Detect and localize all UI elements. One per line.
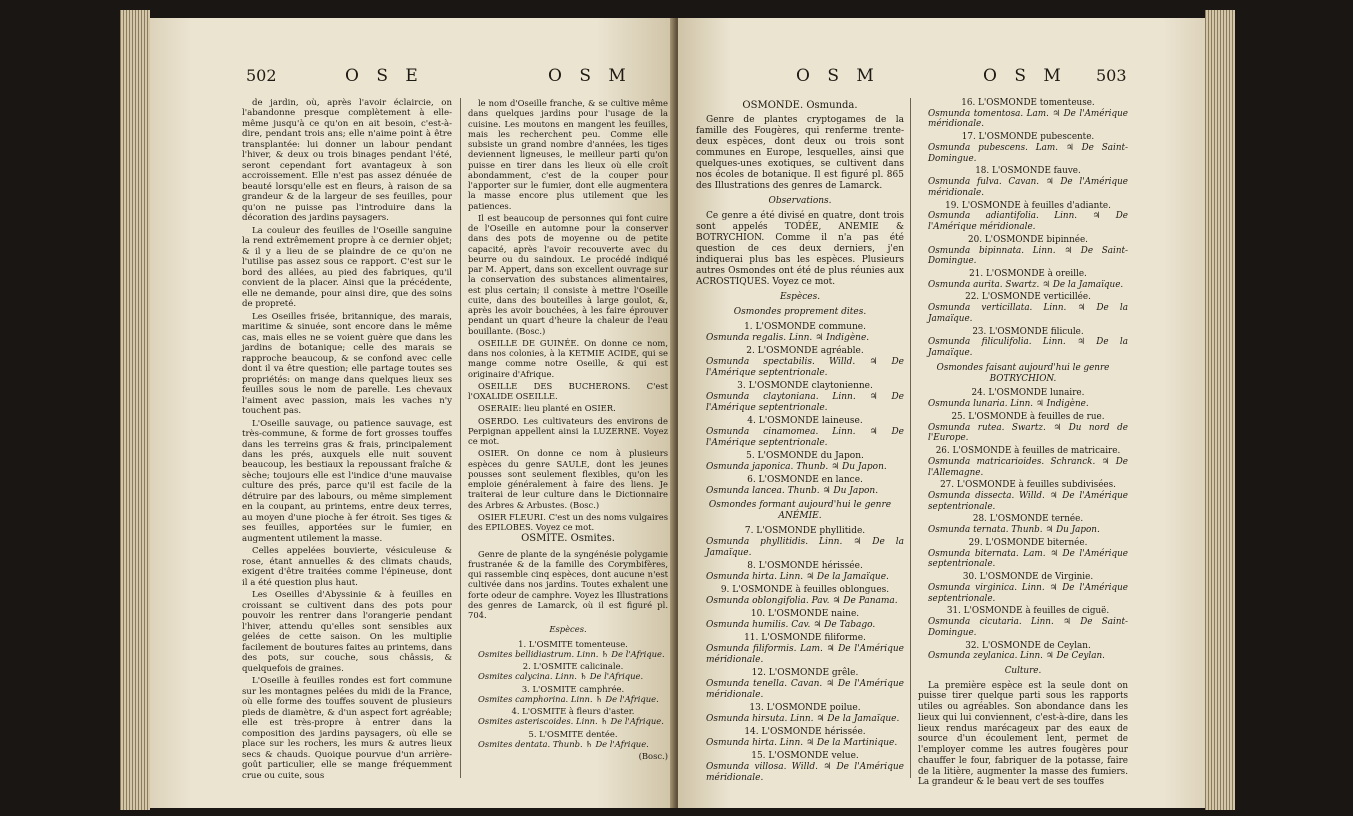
species-name: 16. L'OSMONDE tomenteuse.	[961, 98, 1095, 108]
species-entry	[468, 684, 668, 705]
species-entry	[918, 388, 1128, 409]
species-entry	[696, 475, 904, 497]
species-name: 17. L'OSMONDE pubescente.	[961, 132, 1095, 143]
species-entry	[918, 132, 1128, 164]
species-entry	[468, 639, 668, 660]
author-signature: (Bosc.)	[638, 751, 668, 761]
page-edges-right	[1205, 10, 1235, 810]
species-latin: Osmunda filiformis. Lam. ♃ De l'Amérique méridionale.	[706, 644, 904, 666]
species-name: 11. L'OSMONDE filiforme.	[744, 633, 866, 644]
species-entry	[696, 451, 904, 473]
paragraph: La couleur des feuilles de l'Oseille sanguine la rend extrêmement propre à ce dernier objet; & il y a lieu de se plaindre de ce qu'on ne l'utilise pas assez sous ce rapport. C'est sur le bord des allées, au pied des fabriques, qu'il convient de la placer. Ainsi que la précédente, elle ne demande, pour ainsi dire, que des soins de propreté.	[242, 225, 452, 310]
species-name: 26. L'OSMONDE à feuilles de matricaire.	[935, 446, 1121, 457]
species-latin: Osmunda aurita. Swartz. ♃ De la Jamaïque.	[928, 279, 1124, 290]
species-entry	[468, 729, 668, 750]
species-latin: Osmunda phyllitidis. Linn. ♃ De la Jamaïque.	[706, 537, 904, 559]
species-name: 3. L'OSMITE camphrée.	[521, 683, 625, 694]
section-heading: Observations.	[768, 195, 832, 206]
species-latin: Osmites camphorina. Linn. ♄ De l'Afrique.	[478, 693, 659, 704]
left-page	[150, 18, 675, 808]
species-latin: Osmunda hirta. Linn. ♃ De la Martinique.	[706, 738, 898, 749]
species-name: 8. L'OSMONDE hérissée.	[747, 561, 863, 572]
species-entry	[696, 668, 904, 701]
right-page	[678, 18, 1205, 808]
species-name: 31. L'OSMONDE à feuilles de ciguë.	[946, 606, 1110, 617]
species-name: 24. L'OSMONDE lunaire.	[971, 388, 1085, 399]
species-latin: Osmunda tomentosa. Lam. ♃ De l'Amérique méridionale.	[928, 108, 1128, 130]
entry-description: Genre de plantes cryptogames de la famille des Fougères, qui renferme trente-deux espèces, dont deux ou trois sont communes en Europe, lesquelles, ainsi que quelques-unes exotiques, se cultivent dans nos écoles de botanique. Il est figuré pl. 865 des Illustrations des genres de Lamarck.	[696, 114, 904, 191]
species-name: 29. L'OSMONDE biternée.	[968, 537, 1088, 548]
species-name: 21. L'OSMONDE à oreille.	[969, 269, 1087, 280]
species-latin: Osmunda claytoniana. Linn. ♃ De l'Amérique septentrionale.	[706, 391, 904, 413]
species-latin: Osmites asteriscoides. Linn. ♄ De l'Afrique.	[478, 716, 664, 727]
species-entry	[918, 572, 1128, 604]
species-name: 32. L'OSMONDE de Ceylan.	[965, 640, 1091, 651]
species-latin: Osmunda matricarioides. Schranck. ♃ De l'Allemagne.	[928, 456, 1128, 478]
species-entry	[918, 201, 1128, 233]
subsection-heading: Osmondes faisant aujourd'hui le genre BOTRYCHION.	[936, 362, 1110, 384]
subsection-heading: Osmondes proprement dites.	[733, 306, 867, 317]
species-name: 15. L'OSMONDE velue.	[751, 751, 859, 762]
species-name: 7. L'OSMONDE phyllitide.	[744, 526, 866, 537]
species-entry	[918, 641, 1128, 662]
species-latin: Osmunda tenella. Cavan. ♃ De l'Amérique méridionale.	[706, 679, 904, 701]
species-entry	[918, 327, 1128, 359]
species-entry	[696, 751, 904, 784]
species-name: 10. L'OSMONDE naine.	[750, 609, 860, 620]
species-latin: Osmunda virginica. Linn. ♃ De l'Amérique septentrionale.	[928, 582, 1128, 604]
culture-text: La première espèce est la seule dont on puisse tirer quelque parti sous les rapports utiles ou agréables. Son abondance dans les lieux qui lui conviennent, c'est-à-dire, dans les lieux rendus marécageux par des eaux de source d'un écoulement lent, permet de l'employer comme les autres fougères pour chauffer le four, fabriquer de la potasse, faire de la litière, augmenter la masse des fumiers. La grandeur & le beau vert de ses touffes	[918, 680, 1128, 788]
species-entry	[696, 416, 904, 449]
species-latin: Osmunda oblongifolia. Pav. ♃ De Panama.	[706, 596, 898, 607]
section-heading: Espèces.	[779, 291, 821, 302]
species-latin: Osmunda pubescens. Lam. ♃ De Saint-Domingue.	[928, 142, 1128, 164]
species-latin: Osmunda villosa. Willd. ♃ De l'Amérique méridionale.	[706, 762, 904, 784]
species-entry	[696, 526, 904, 559]
species-latin: Osmunda humilis. Cav. ♃ De Tabago.	[706, 620, 876, 631]
left-column-2	[468, 98, 668, 763]
entry-title: OSMITE. Osmites.	[521, 533, 615, 545]
species-latin: Osmunda bipinnata. Linn. ♃ De Saint-Domingue.	[928, 245, 1128, 267]
right-column-1	[696, 98, 904, 786]
species-entry	[918, 269, 1128, 290]
species-entry	[918, 98, 1128, 130]
species-latin: Osmites dentata. Thunb. ♄ De l'Afrique.	[478, 738, 649, 749]
running-head: O S M	[548, 66, 632, 86]
paragraph: Les Oseilles d'Abyssinie & à feuilles en croissant se cultivent dans des pots pour pouvoir les rentrer dans l'orangerie pendant l'hiver, attendu qu'elles sont sensibles aux gelées de cette saison. On les multiplie facilement de boutures faites au printems, dans des pots, sur couche, sous châssis, & quelquefois de graines.	[242, 590, 452, 674]
column-rule	[460, 98, 461, 778]
species-latin: Osmunda spectabilis. Willd. ♃ De l'Amérique septentrionale.	[706, 356, 904, 378]
species-entry	[918, 606, 1128, 638]
species-name: 6. L'OSMONDE en lance.	[747, 474, 863, 485]
paragraph: OSIER. On donne ce nom à plusieurs espèces du genre SAULE, dont les jeunes pousses sont seulement flexibles, qu'on les emploie généralement à faire des liens. Je traiterai de leur culture dans le Dictionnaire des Arbres & Arbustes. (Bosc.)	[468, 448, 668, 510]
species-entry	[696, 322, 904, 344]
species-name: 5. L'OSMITE dentée.	[528, 728, 618, 739]
species-latin: Osmunda zeylanica. Linn. ♃ De Ceylan.	[928, 651, 1105, 662]
species-name: 20. L'OSMONDE bipinnée.	[968, 234, 1088, 245]
paragraph: Celles appelées bouvierte, vésiculeuse & rose, étant annuelles & des climats chauds, exigent d'être traitées comme l'épineuse, dont il a été question plus haut.	[242, 546, 452, 588]
species-entry	[696, 381, 904, 414]
species-name: 9. L'OSMONDE à feuilles oblongues.	[720, 585, 890, 596]
running-head: O S E	[345, 66, 424, 86]
species-entry	[918, 514, 1128, 535]
species-name: 4. L'OSMONDE laineuse.	[747, 415, 863, 426]
running-head: O S M	[983, 66, 1067, 86]
species-name: 27. L'OSMONDE à feuilles subdivisées.	[940, 480, 1116, 491]
species-entry	[696, 346, 904, 379]
species-latin: Osmunda regalis. Linn. ♃ Indigène.	[706, 332, 870, 343]
section-heading: Espèces.	[549, 624, 587, 635]
species-latin: Osmites bellidiastrum. Linn. ♄ De l'Afrique.	[478, 648, 665, 659]
species-entry	[468, 661, 668, 682]
paragraph: OSERAIE: lieu planté en OSIER.	[478, 403, 616, 414]
species-name: 12. L'OSMONDE grêle.	[751, 668, 859, 679]
species-latin: Osmunda verticillata. Linn. ♃ De la Jamaïque.	[928, 303, 1128, 324]
species-entry	[918, 538, 1128, 570]
species-name: 18. L'OSMONDE fauve.	[975, 166, 1081, 177]
species-latin: Osmunda fulva. Cavan. ♃ De l'Amérique méridionale.	[928, 177, 1128, 198]
page-number: 503	[1096, 66, 1127, 85]
species-entry	[696, 633, 904, 666]
section-heading: Culture.	[1004, 665, 1042, 676]
species-latin: Osmunda lunaria. Linn. ♃ Indigène.	[928, 399, 1089, 410]
species-name: 4. L'OSMITE à fleurs d'aster.	[511, 706, 635, 716]
species-entry	[918, 412, 1128, 444]
species-name: 23. L'OSMONDE filicule.	[972, 326, 1084, 337]
species-latin: Osmunda cinamomea. Linn. ♃ De l'Amérique septentrionale.	[706, 426, 904, 448]
species-latin: Osmunda dissecta. Willd. ♃ De l'Amérique septentrionale.	[928, 490, 1128, 512]
species-name: 14. L'OSMONDE hérissée.	[744, 727, 866, 738]
paragraph: L'Oseille sauvage, ou patience sauvage, est très-commune, & forme de fort grosses touffes dans les terreins gras & frais, principalement dans les prés, auxquels elle nuit souvent beaucoup, les bestiaux la repoussant fraîche & sèche; toujours elle est l'indice d'une mauvaise culture des prés, parce qu'il est facile de la détruire par des labours, ou même simplement en la coupant, au printems, entre deux terres, au moyen d'une pioche à fer étroit. Ses tiges & ses feuilles, apportées sur le fumier, en augmentent utilement la masse.	[242, 418, 452, 544]
right-column-2	[918, 98, 1128, 790]
entry-description: Genre de plante de la syngénésie polygamie frustranée & de la famille des Corymbifères, qui rassemble cinq espèces, dont aucune n'est cultivée dans nos jardins. Toutes exhalent une forte odeur de camphre. Voyez les Illustrations des genres de Lamarck, où il est figuré pl. 704.	[468, 548, 668, 620]
species-entry	[696, 561, 904, 583]
left-column-1	[242, 98, 452, 783]
species-name: 2. L'OSMONDE agréable.	[746, 345, 864, 356]
species-name: 25. L'OSMONDE à feuilles de rue.	[951, 411, 1105, 422]
paragraph: le nom d'Oseille franche, & se cultive même dans quelques jardins pour l'usage de la cuisine. Les moutons en mangent les feuilles, mais les recherchent peu. Comme elle subsiste un grand nombre d'années, les tiges deviennent ligneuses, le meilleur parti qu'on puisse en tirer dans les lieux où elle croît abondamment, c'est de la couper pour l'apporter sur le fumier, dont elle augmentera la masse encore plus utilement que les patiences.	[468, 98, 668, 211]
paragraph: de jardin, où, après l'avoir éclaircie, on l'abandonne presque complètement à elle-même jusqu'à ce qu'on en ait besoin, c'est-à-dire, pendant trois ans; elle n'aime point à être transplantée: lui donner un labour pendant l'hiver, & deux ou trois binages pendant l'été, seront cependant fort avantageux à son accroissement. Elle n'est pas assez dénuée de beauté lorsqu'elle est en fleurs, à raison de sa grandeur & de la largeur de ses feuilles, pour qu'on ne puisse pas l'introduire dans la décoration des jardins paysagers.	[242, 98, 452, 224]
species-name: 22. L'OSMONDE verticillée.	[965, 292, 1091, 303]
species-entry	[696, 703, 904, 725]
species-entry	[918, 235, 1128, 267]
species-latin: Osmunda lancea. Thunb. ♃ Du Japon.	[706, 485, 879, 496]
species-latin: Osmunda filiculifolia. Linn. ♃ De la Jamaïque.	[928, 337, 1128, 359]
page-edges-left	[120, 10, 150, 810]
species-latin: Osmunda cicutaria. Linn. ♃ De Saint-Domingue.	[928, 617, 1128, 638]
species-entry	[918, 166, 1128, 198]
species-entry	[696, 727, 904, 749]
species-name: 1. L'OSMONDE commune.	[744, 321, 866, 332]
paragraph: OSEILLE DE GUINÉE. On donne ce nom, dans nos colonies, à la KETMIE ACIDE, qui se mange comme notre Oseille, & qui est originaire d'Afrique.	[468, 337, 668, 379]
species-entry	[696, 609, 904, 631]
species-name: 19. L'OSMONDE à feuilles d'adiante.	[945, 200, 1111, 211]
observations-text: Ce genre a été divisé en quatre, dont trois sont appelés TODÉE, ANEMIE & BOTRYCHION. Comme il n'a pas été question de ces deux derniers, j'en indiquerai plus bas les espèces. Plusieurs autres Osmondes ont été de plus réunies aux ACROSTIQUES. Voyez ce mot.	[696, 210, 904, 287]
species-latin: Osmunda hirsuta. Linn. ♃ De la Jamaïque.	[706, 714, 900, 725]
species-entry	[918, 480, 1128, 512]
paragraph: OSEILLE DES BUCHERONS. C'est l'OXALIDE OSEILLE.	[468, 380, 668, 401]
species-entry	[468, 706, 668, 727]
species-entry	[918, 292, 1128, 324]
species-name: 5. L'OSMONDE du Japon.	[746, 450, 864, 461]
species-latin: Osmunda rutea. Swartz. ♃ Du nord de l'Europe.	[928, 422, 1128, 444]
page-number: 502	[246, 66, 277, 85]
species-latin: Osmunda ternata. Thunb. ♃ Du Japon.	[928, 525, 1100, 536]
paragraph: OSERDO. Les cultivateurs des environs de Perpignan appellent ainsi la LUZERNE. Voyez ce mot.	[468, 415, 668, 446]
running-head: O S M	[796, 66, 880, 86]
subsection-heading: Osmondes formant aujourd'hui le genre ANÉMIE.	[708, 500, 892, 522]
paragraph: Les Oseilles frisée, britannique, des marais, maritime & sinuée, sont encore dans le même cas, mais elles ne se voient guère que dans les jardins de botanique; celle des marais se rapproche beaucoup, & se confond avec celle dont il va être question; elle partage toutes ses propriétés: on mange dans quelques lieux ses feuilles sous le nom de parelle. Les chevaux l'aiment avec passion, mais les vaches n'y touchent pas.	[242, 311, 452, 417]
species-entry	[696, 585, 904, 607]
paragraph: OSIER FLEURI. C'est un des noms vulgaires des EPILOBES. Voyez ce mot.	[468, 511, 668, 532]
species-name: 1. L'OSMITE tomenteuse.	[518, 638, 628, 649]
paragraph: Il est beaucoup de personnes qui font cuire de l'Oseille en automne pour la conserver dans des pots de moyenne ou de petite capacité, après l'avoir recouverte avec du beurre ou du saindoux. Le procédé indiqué par M. Appert, dans son excellent ouvrage sur la conservation des substances alimentaires, est plus certain; il consiste à mettre l'Oseille cuite, dans des bouteilles à large goulot, &, après les avoir bouchées, à les faire éprouver pendant un quart d'heure la chaleur de l'eau bouillante. (Bosc.)	[468, 212, 668, 336]
entry-title: OSMONDE. Osmunda.	[742, 100, 858, 111]
species-latin: Osmunda japonica. Thunb. ♃ Du Japon.	[706, 461, 887, 472]
species-name: 2. L'OSMITE calicinale.	[522, 661, 624, 671]
species-latin: Osmunda adiantifolia. Linn. ♃ De l'Amérique méridionale.	[928, 211, 1128, 233]
column-rule	[910, 98, 911, 778]
species-latin: Osmunda hirta. Linn. ♃ De la Jamaïque.	[706, 572, 889, 583]
species-name: 28. L'OSMONDE ternée.	[972, 514, 1084, 525]
species-entry	[918, 446, 1128, 478]
species-latin: Osmites calycina. Linn. ♄ De l'Afrique.	[478, 671, 644, 682]
species-latin: Osmunda biternata. Lam. ♃ De l'Amérique septentrionale.	[928, 548, 1128, 570]
paragraph: L'Oseille à feuilles rondes est fort commune sur les montagnes pelées du midi de la France, où elle forme des touffes souvent de plusieurs pieds de diamètre, & d'un aspect fort agréable; elle est très-propre à entrer dans la composition des jardins paysagers, où elle se place sur les rochers, les murs & autres lieux secs & chauds. Quoique pourvue d'un arrière-goût particulier, elle se mange fréquemment crue ou cuite, sous	[242, 676, 452, 781]
species-name: 30. L'OSMONDE de Virginie.	[962, 572, 1094, 583]
species-name: 13. L'OSMONDE poilue.	[749, 703, 861, 714]
species-name: 3. L'OSMONDE claytonienne.	[737, 380, 873, 391]
